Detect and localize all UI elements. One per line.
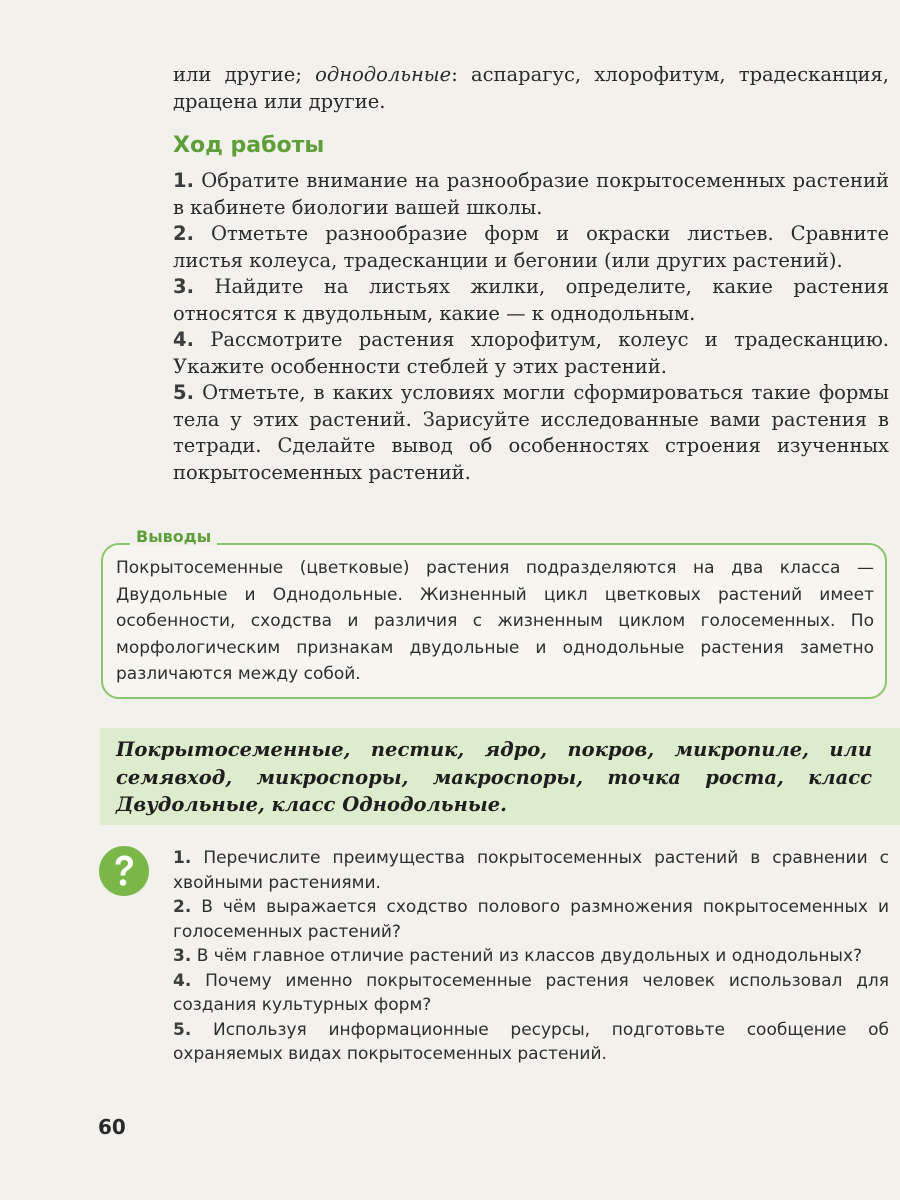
intro-italic-term: однодольные (315, 63, 452, 86)
question-text: В чём выражается сходство полового размножения покрытосеменных и голосеменных растений? (173, 897, 889, 942)
question-3 (173, 944, 889, 969)
step-3 (173, 274, 889, 327)
step-2 (173, 221, 889, 274)
step-number: 4. (173, 328, 194, 351)
question-text: Перечислите преимущества покрытосеменных растений в сравнении с хвойными растениями. (173, 848, 889, 893)
step-text: Отметьте, в каких условиях могли сформироваться такие формы тела у этих растений. Зарисуйте исследованные вами растения в тетради. Сделайте вывод об особенностях строения изученных покрытосеменных растений. (173, 381, 889, 484)
step-number: 1. (173, 169, 194, 192)
question-text: Почему именно покрытосеменные растения человек использовал для создания культурных форм? (173, 970, 889, 1015)
step-text: Найдите на листьях жилки, определите, какие растения относятся к двудольным, какие — к однодольным. (173, 275, 889, 325)
question-number: 2. (173, 897, 192, 917)
conclusion-text: Покрытосеменные (цветковые) растения подразделяются на два класса — Двудольные и Однодольные. Жизненный цикл цветковых растений имеет особенности, сходства и различия с жизненным циклом голосеменных. По морфологическим признакам двудольные и однодольные растения заметно различаются между собой. (116, 558, 874, 684)
step-text: Рассмотрите растения хлорофитум, колеус и традесканцию. Укажите особенности стеблей у этих растений. (173, 328, 890, 378)
question-mark-icon (98, 845, 150, 897)
step-number: 3. (173, 275, 194, 298)
step-4 (173, 327, 889, 380)
key-terms-text: Покрытосеменные, пестик, ядро, покров, микропиле, или семявход, микроспоры, макроспоры, точка роста, класс Двудольные, класс Однодольные. (116, 738, 872, 816)
question-number: 3. (173, 946, 192, 966)
intro-text-before: или другие; (173, 63, 316, 86)
step-number: 5. (173, 381, 194, 404)
question-text: Используя информационные ресурсы, подготовьте сообщение об охраняемых видах покрытосеменных растений. (173, 1019, 889, 1064)
question-4 (173, 969, 889, 1018)
question-5 (173, 1018, 889, 1067)
step-number: 2. (173, 222, 194, 245)
page-number: 60 (98, 1115, 126, 1139)
question-1 (173, 846, 889, 895)
question-2 (173, 895, 889, 944)
procedure-steps (173, 168, 889, 486)
question-number: 4. (173, 970, 192, 991)
intro-paragraph (173, 62, 889, 115)
section-heading: Ход работы (173, 133, 325, 158)
intro-text-after: : аспарагус, хлорофитум, традесканция, драцена или другие. (173, 63, 889, 113)
step-text: Отметьте разнообразие форм и окраски листьев. Сравните листья колеуса, традесканции и бегонии (или других растений). (173, 222, 889, 272)
conclusion-label: Выводы (130, 527, 217, 546)
question-number: 5. (173, 1019, 192, 1040)
step-text: Обратите внимание на разнообразие покрытосеменных растений в кабинете биологии вашей школы. (173, 169, 890, 219)
step-1 (173, 168, 889, 221)
question-text: В чём главное отличие растений из классов двудольных и однодольных? (196, 946, 863, 966)
review-questions (173, 846, 889, 1067)
step-5 (173, 380, 889, 486)
question-number: 1. (173, 848, 192, 868)
